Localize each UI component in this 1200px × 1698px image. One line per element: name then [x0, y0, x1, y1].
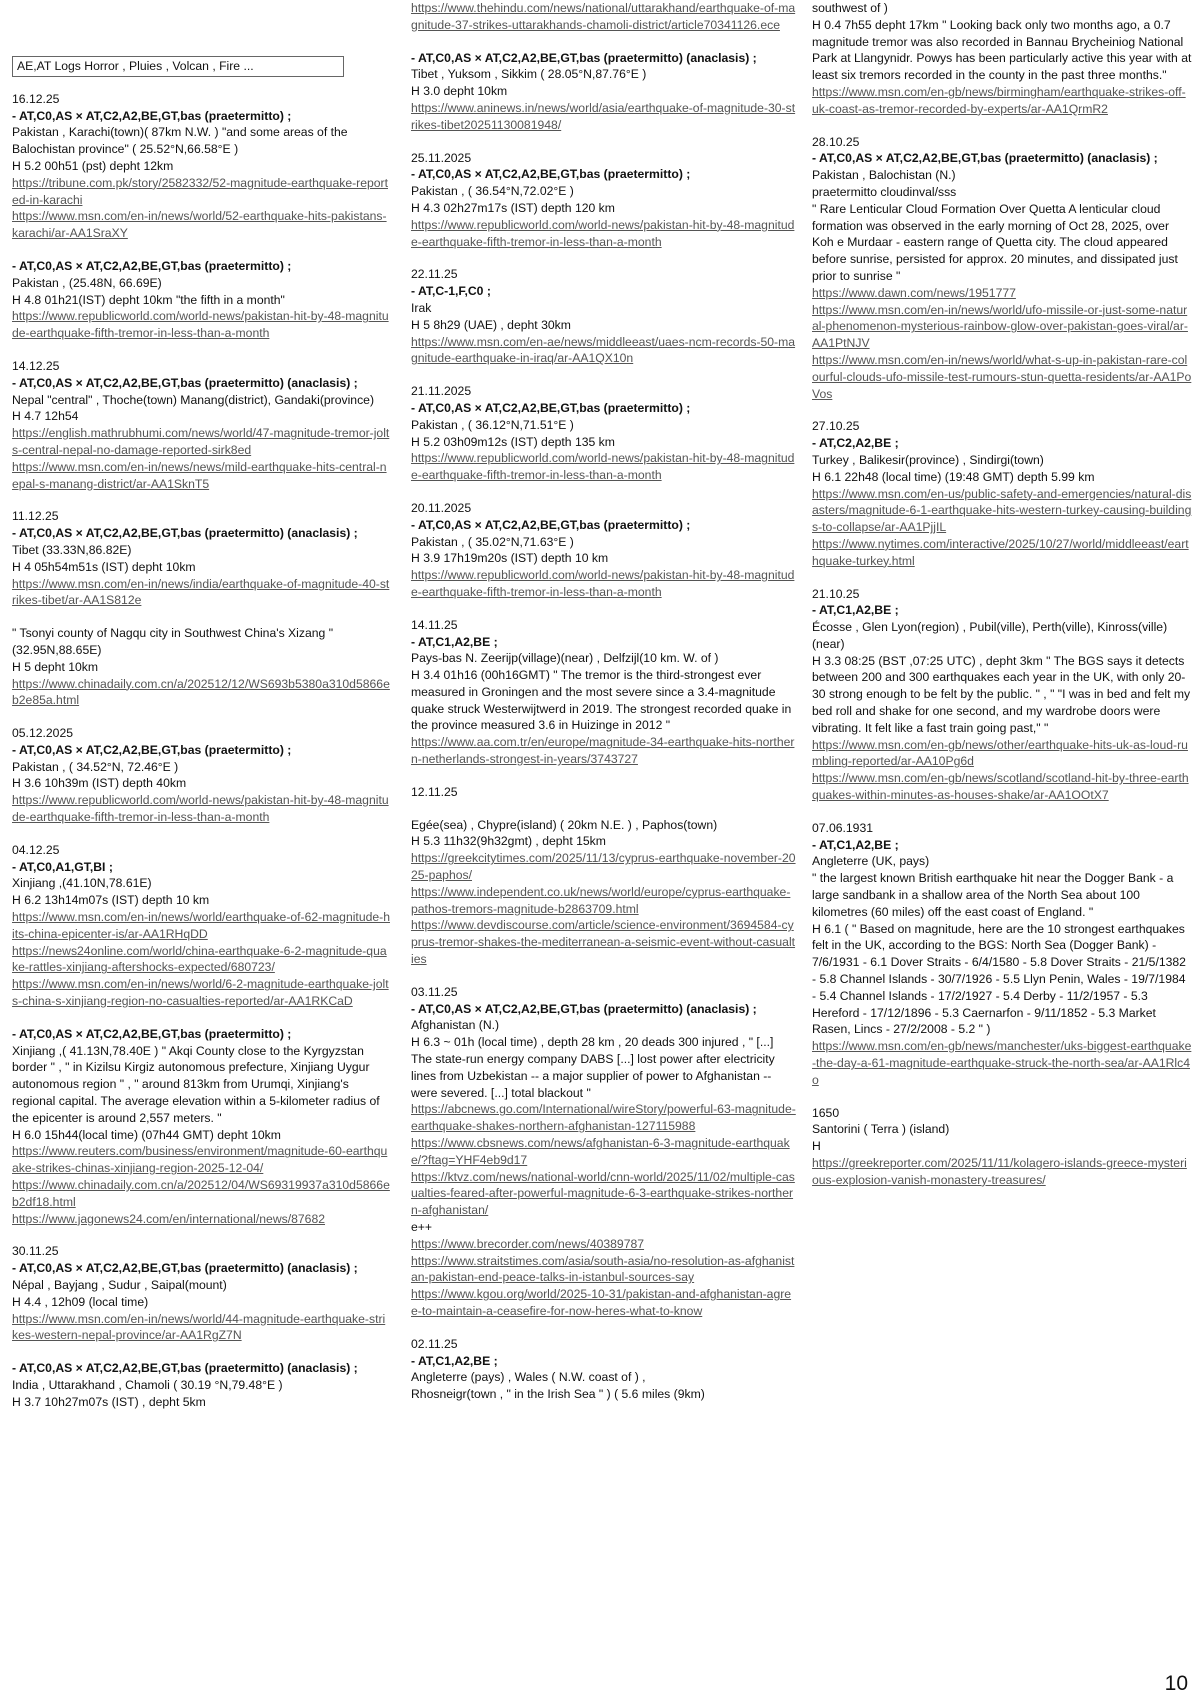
column-2-entries: [411, 0, 797, 1403]
entry-link[interactable]: https://www.msn.com/en-in/news/world/ufo-missile-or-just-some-natural-phenomenon-mysterious-rainbow-glow-over-pakistan-goes-viral/ar-AA1PtNJV: [812, 302, 1188, 351]
entry-link[interactable]: https://abcnews.go.com/International/wireStory/powerful-63-magnitude-earthquake-shakes-northern-afghanistan-127115988: [411, 1102, 796, 1134]
entry-text: H 3.0 depht 10km: [411, 84, 508, 99]
entry-text: " Tsonyi county of Nagqu city in Southwest China's Xizang " (32.95N,88.65E): [12, 626, 334, 657]
log-entry: [12, 258, 390, 342]
entry-date: 25.11.2025: [411, 150, 472, 165]
entry-text: " the largest known British earthquake hit near the Dogger Bank - a large sandbank in a shallow area of the North Sea about 100 kilometres (60 miles) off the east coast of England. ": [812, 871, 1174, 919]
log-entry: [411, 266, 797, 367]
entry-date: 07.06.1931: [812, 820, 873, 835]
entry-link[interactable]: https://www.reuters.com/business/environment/magnitude-60-earthquake-strikes-chinas-xinjiang-region-2025-12-04/: [12, 1144, 388, 1176]
entry-text: e++: [411, 1220, 433, 1234]
entry-date: 03.11.25: [411, 984, 458, 999]
entry-tag: - AT,C0,AS × AT,C2,A2,BE,GT,bas (praetermitto) (anaclasis) ;: [411, 50, 757, 65]
entry-link[interactable]: https://www.nytimes.com/interactive/2025/10/27/world/middleeast/earthquake-turkey.html: [812, 536, 1189, 568]
entry-text: H 0.4 7h55 depht 17km " Looking back only two months ago, a 0.7 magnitude tremor was also recorded in Bannau Brycheiniog National Park at Llangynidr. Powys has been particularly active this year with at least six tremors recorded in the county in the past three months.": [812, 17, 1192, 83]
entry-tag: - AT,C1,A2,BE ;: [411, 634, 498, 649]
entry-link[interactable]: https://www.brecorder.com/news/40389787: [411, 1236, 645, 1251]
entry-link[interactable]: https://www.msn.com/en-in/news/news/mild-earthquake-hits-central-nepal-s-manang-district/ar-AA1SknT5: [12, 459, 387, 491]
entry-link[interactable]: https://www.aninews.in/news/world/asia/earthquake-of-magnitude-30-strikes-tibet20251130081948/: [411, 100, 796, 132]
entry-text: H 6.1 22h48 (local time) (19:48 GMT) depth 5.99 km: [812, 469, 1095, 484]
entry-text: H 5.3 11h32(9h32gmt) , depht 15km: [411, 834, 606, 849]
entry-date: 12.11.25: [411, 784, 458, 799]
entry-text: Pays-bas N. Zeerijp(village)(near) , Delfzijl(10 km. W. of ): [411, 651, 719, 666]
log-entry: [12, 625, 390, 709]
entry-tag: - AT,C0,AS × AT,C2,A2,BE,GT,bas (praetermitto) (anaclasis) ;: [411, 1001, 757, 1016]
entry-text: Rhosneigr(town , " in the Irish Sea " ) ( 5.6 miles (9km): [411, 1387, 705, 1402]
column-3-entries: [812, 0, 1192, 1189]
entry-link[interactable]: https://www.msn.com/en-in/news/world/52-earthquake-hits-pakistans-karachi/ar-AA1SraXY: [12, 209, 387, 241]
entry-tag: - AT,C0,AS × AT,C2,A2,BE,GT,bas (praetermitto) ;: [12, 1026, 292, 1041]
entry-tag: - AT,C0,AS × AT,C2,A2,BE,GT,bas (praetermitto) (anaclasis) ;: [12, 526, 358, 541]
entry-date: 30.11.25: [12, 1244, 59, 1259]
entry-link[interactable]: https://www.msn.com/en-us/public-safety-and-emergencies/natural-disasters/magnitude-6-1-earthquake-hits-western-turkey-causing-buildings-to-collapse/ar-AA1PjjIL: [812, 486, 1192, 535]
entry-link[interactable]: https://www.republicworld.com/world-news/pakistan-hit-by-48-magnitude-earthquake-fifth-tremor-in-less-than-a-month: [12, 309, 389, 341]
entry-date: 14.12.25: [12, 358, 60, 373]
entry-tag: - AT,C0,AS × AT,C2,A2,BE,GT,bas (praetermitto) ;: [411, 167, 691, 182]
entry-link[interactable]: https://www.devdiscourse.com/article/science-environment/3694584-cyprus-tremor-shakes-the-mediterranean-a-seismic-event-without-casualties: [411, 918, 796, 967]
entry-link[interactable]: https://www.msn.com/en-in/news/india/earthquake-of-magnitude-40-strikes-tibet/ar-AA1S812e: [12, 576, 390, 608]
entry-link[interactable]: https://www.straitstimes.com/asia/south-asia/no-resolution-as-afghanistan-pakistan-end-peace-talks-in-istanbul-sources-say: [411, 1253, 795, 1285]
log-entry: [812, 1105, 1192, 1189]
entry-text: southwest of ): [812, 1, 888, 15]
entry-text: Egée(sea) , Chypre(island) ( 20km N.E. ) , Paphos(town): [411, 817, 718, 832]
entry-date: 21.11.2025: [411, 384, 472, 399]
entry-tag: - AT,C0,AS × AT,C2,A2,BE,GT,bas (praetermitto) (anaclasis) ;: [12, 1361, 358, 1376]
entry-date: 27.10.25: [812, 419, 860, 434]
entry-tag: - AT,C0,AS × AT,C2,A2,BE,GT,bas (praetermitto) ;: [12, 258, 292, 273]
entry-link[interactable]: https://www.cbsnews.com/news/afghanistan-6-3-magnitude-earthquake/?ftag=YHF4eb9d17: [411, 1136, 790, 1167]
log-entry: [411, 150, 797, 251]
entry-text: H 3.4 01h16 (00h16GMT) " The tremor is the third-strongest ever measured in Groningen and the most severe since a 3.4-magnitude quake struck Westerwijtwerd in 2019. The strongest recorded quake in the province measured 3.6 in Huizinge in 2012 ": [411, 668, 792, 733]
entry-tag: - AT,C-1,F,C0 ;: [411, 284, 491, 299]
tabs-box[interactable]: AE,AT Logs Horror , Pluies , Volcan , Fire ...: [12, 56, 344, 77]
entry-tag: - AT,C1,A2,BE ;: [411, 1353, 498, 1368]
entry-link[interactable]: https://greekcitytimes.com/2025/11/13/cyprus-earthquake-november-2025-paphos/: [411, 851, 796, 883]
entry-text: Tibet (33.33N,86.82E): [12, 542, 132, 557]
entry-text: H 3.6 10h39m (IST) depth 40km: [12, 776, 187, 791]
entry-text: Pakistan , Karachi(town)( 87km N.W. ) "and some areas of the Balochistan province" ( 25.52°N,66.58°E ): [12, 125, 348, 157]
entry-text: H 5.2 00h51 (pst) depht 12km: [12, 158, 174, 173]
entry-link[interactable]: https://www.msn.com/en-gb/news/manchester/uks-biggest-earthquake-the-day-a-61-magnitude-earthquake-struck-the-north-sea/ar-AA1Rlc4o: [812, 1039, 1192, 1087]
entry-link[interactable]: https://greekreporter.com/2025/11/11/kolagero-islands-greece-mysterious-explosion-vanish-monastery-treasures/: [812, 1156, 1187, 1187]
entry-link[interactable]: https://www.independent.co.uk/news/world/europe/cyprus-earthquake-pathos-tremors-magnitude-b2863709.html: [411, 884, 791, 916]
entry-date: 28.10.25: [812, 134, 860, 149]
entry-date: 1650: [812, 1105, 840, 1120]
entry-link[interactable]: https://english.mathrubhumi.com/news/world/47-magnitude-tremor-jolts-central-nepal-no-damage-reported-sirk8ed: [12, 426, 390, 457]
log-entry: [12, 508, 390, 609]
log-entry: [12, 842, 390, 1010]
log-entry: [411, 617, 797, 768]
entry-text: India , Uttarakhand , Chamoli ( 30.19 °N,79.48°E ): [12, 1377, 283, 1392]
entry-text: praetermitto cloudinval/sss: [812, 184, 957, 199]
entry-text: Afghanistan (N.): [411, 1018, 500, 1033]
entry-link[interactable]: https://www.kgou.org/world/2025-10-31/pakistan-and-afghanistan-agree-to-maintain-a-ceasefire-for-now-heres-what-to-know: [411, 1287, 792, 1318]
log-entry: [12, 358, 390, 492]
entry-text: H 4 05h54m51s (IST) depht 10km: [12, 559, 196, 574]
entry-text: Népal , Bayjang , Sudur , Saipal(mount): [12, 1278, 227, 1292]
log-entry: [411, 984, 797, 1320]
entry-link[interactable]: https://www.dawn.com/news/1951777: [812, 285, 1016, 300]
entry-link[interactable]: https://www.msn.com/en-in/news/world/earthquake-of-62-magnitude-hits-china-epicenter-is/ar-AA1RHqDD: [12, 910, 390, 941]
entry-text: H 3.9 17h19m20s (IST) depth 10 km: [411, 551, 609, 566]
log-entry: [812, 820, 1192, 1089]
entry-text: Pakistan , (25.48N, 66.69E): [12, 275, 162, 290]
entry-tag: - AT,C0,AS × AT,C2,A2,BE,GT,bas (praetermitto) (anaclasis) ;: [812, 151, 1158, 166]
entry-text: H 5.2 03h09m12s (IST) depth 135 km: [411, 434, 615, 449]
entry-text: H 6.2 13h14m07s (IST) depth 10 km: [12, 893, 210, 908]
entry-text: Tibet , Yuksom , Sikkim ( 28.05°N,87.76°E ): [411, 67, 647, 82]
entry-tag: - AT,C2,A2,BE ;: [812, 436, 899, 451]
entry-link[interactable]: https://www.republicworld.com/world-news/pakistan-hit-by-48-magnitude-earthquake-fifth-tremor-in-less-than-a-month: [411, 451, 795, 483]
entry-date: 11.12.25: [12, 509, 59, 524]
entry-link[interactable]: https://ktvz.com/news/national-world/cnn-world/2025/11/02/multiple-casualties-feared-after-powerful-magnitude-6-3-earthquake-strikes-northern-afghanistan/: [411, 1169, 795, 1218]
entry-text: Pakistan , ( 36.54°N,72.02°E ): [411, 184, 574, 199]
column-2: [411, 0, 797, 1698]
entry-text: H 4.8 01h21(IST) depht 10km "the fifth in a month": [12, 292, 285, 307]
entry-tag: - AT,C0,AS × AT,C2,A2,BE,GT,bas (praetermitto) ;: [12, 108, 292, 123]
entry-text: Écosse , Glen Lyon(region) , Pubil(ville), Perth(ville), Kinross(ville) (near): [812, 620, 1168, 651]
entry-text: Irak: [411, 300, 432, 315]
log-entry: [12, 1243, 390, 1344]
entry-text: Pakistan , Balochistan (N.): [812, 168, 956, 183]
page-number: 10: [1164, 1672, 1188, 1695]
entry-link[interactable]: https://www.chinadaily.com.cn/a/202512/04/WS69319937a310d5866eb2df18.html: [12, 1178, 390, 1209]
log-entry: [12, 1026, 390, 1228]
entry-text: " Rare Lenticular Cloud Formation Over Quetta A lenticular cloud formation was observed in the early morning of Oct 28, 2025, over Koh e Murdaar - eastern range of Quetta city. The cloud appeared before sunrise, persisted for approx. 20 minutes, and dissipated just prior to sunrise ": [812, 201, 1178, 283]
entry-tag: - AT,C1,A2,BE ;: [812, 837, 899, 852]
entry-link[interactable]: https://www.republicworld.com/world-news/pakistan-hit-by-48-magnitude-earthquake-fifth-tremor-in-less-than-a-month: [411, 217, 795, 249]
entry-date: 16.12.25: [12, 91, 60, 106]
entry-text: H 6.3 ~ 01h (local time) , depth 28 km , 20 deads 300 injured , " [...] The state-run energy company DABS [...] lost power after electricity lines from Uzbekistan -- a major supplier of power to Afghanistan --were severed. [...] total blackout ": [411, 1035, 775, 1100]
entry-text: Angleterre (pays) , Wales ( N.W. coast of ) ,: [411, 1370, 646, 1385]
log-entry: [812, 586, 1192, 804]
log-entry: [411, 0, 797, 34]
entry-link[interactable]: https://www.republicworld.com/world-news/pakistan-hit-by-48-magnitude-earthquake-fifth-tremor-in-less-than-a-month: [12, 793, 389, 825]
entry-text: Pakistan , ( 35.02°N,71.63°E ): [411, 534, 574, 549]
entry-text: H 3.3 08:25 (BST ,07:25 UTC) , depht 3km " The BGS says it detects between 200 and 300 earthquakes each year in the UK, with only 20-30 strong enough to be felt by the public. " , " "I was in bed and felt my bed roll and shake for one second, and my wardrobe doors were vibrating. It felt like a fast train going past," ": [812, 653, 1191, 735]
entry-text: Pakistan , ( 36.12°N,71.51°E ): [411, 417, 574, 432]
entry-tag: - AT,C1,A2,BE ;: [812, 603, 899, 618]
entry-date: 14.11.25: [411, 617, 458, 632]
entry-link[interactable]: https://www.jagonews24.com/en/international/news/87682: [12, 1211, 326, 1226]
entry-date: 21.10.25: [812, 586, 860, 601]
log-entry: [12, 91, 390, 242]
entry-tag: - AT,C0,AS × AT,C2,A2,BE,GT,bas (praetermitto) ;: [411, 400, 691, 415]
entry-link[interactable]: https://www.msn.com/en-in/news/world/6-2-magnitude-earthquake-jolts-china-s-xinjiang-region-no-casualties-reported/ar-AA1RKCaD: [12, 977, 389, 1009]
entry-tag: - AT,C0,AS × AT,C2,A2,BE,GT,bas (praetermitto) (anaclasis) ;: [12, 1261, 358, 1276]
entry-date: 04.12.25: [12, 842, 60, 857]
log-entry: [812, 134, 1192, 403]
entry-text: Angleterre (UK, pays): [812, 854, 930, 869]
entry-date: 20.11.2025: [411, 500, 472, 515]
entry-link[interactable]: https://www.msn.com/en-in/news/world/44-magnitude-earthquake-strikes-western-nepal-province/ar-AA1RgZ7N: [12, 1311, 386, 1343]
log-entry: [411, 1336, 797, 1403]
entry-tag: - AT,C0,AS × AT,C2,A2,BE,GT,bas (praetermitto) ;: [12, 742, 292, 757]
entry-text: Xinjiang ,( 41.13N,78.40E ) " Akqi County close to the Kyrgyzstan border " , " in Kizilsu Kirgiz autonomous prefecture, Xinjiang Uygur autonomous region " , " around 813km from Urumqi, Xinjiang's regional capital. The average elevation within a 5-kilometer radius of the epicenter is around 2,557 meters. ": [12, 1043, 380, 1125]
entry-text: H 6.0 15h44(local time) (07h44 GMT) depht 10km: [12, 1127, 281, 1142]
entry-text: Santorini ( Terra ) (island): [812, 1122, 950, 1137]
entry-link[interactable]: https://www.msn.com/en-gb/news/other/earthquake-hits-uk-as-loud-rumbling-reported/ar-AA10Pg6d: [812, 737, 1188, 769]
log-entry: [411, 383, 797, 484]
entry-text: H 6.1 ( " Based on magnitude, here are the 10 strongest earthquakes felt in the UK, according to the BGS: North Sea (Dogger Bank) - 7/6/1931 - 6.1 Dover Straits - 6/4/1580 - 5.8 Dover Straits - 21/5/1382 - 5.8 Channel Islands - 30/7/1926 - 5.5 Llyn Penin, Wales - 19/7/1984 - 5.4 Channel Islands - 17/2/1927 - 5.4 Derby - 11/2/1957 - 5.3 Hereford - 17/12/1896 - 5.3 Caernarfon - 9/11/1852 - 5.3 Market Rasen, Lincs - 27/2/2008 - 5.2 " ): [812, 921, 1186, 1037]
entry-link[interactable]: https://www.msn.com/en-gb/news/birmingham/earthquake-strikes-off-uk-coast-as-tremor-recorded-by-experts/ar-AA1QrmR2: [812, 84, 1186, 116]
entry-text: H 4.3 02h27m17s (IST) depth 120 km: [411, 200, 615, 215]
entry-tag: - AT,C0,AS × AT,C2,A2,BE,GT,bas (praetermitto) (anaclasis) ;: [12, 375, 358, 390]
column-1: [12, 0, 390, 1690]
entry-tag: - AT,C0,AS × AT,C2,A2,BE,GT,bas (praetermitto) ;: [411, 517, 691, 532]
entry-date: 22.11.25: [411, 267, 458, 282]
entry-tag: - AT,C0,A1,GT,BI ;: [12, 859, 113, 874]
log-entry: [411, 817, 797, 968]
entry-link[interactable]: https://www.msn.com/en-ae/news/middleeast/uaes-ncm-records-50-magnitude-earthquake-in-iraq/ar-AA1QX10n: [411, 334, 796, 366]
entry-text: H 5 depht 10km: [12, 659, 99, 674]
log-entry: [12, 725, 390, 826]
log-entry: [812, 0, 1192, 118]
entry-link[interactable]: https://www.aa.com.tr/en/europe/magnitude-34-earthquake-hits-northern-netherlands-strongest-in-years/3743727: [411, 735, 795, 767]
log-entry: [12, 1360, 390, 1410]
entry-link[interactable]: https://www.chinadaily.com.cn/a/202512/12/WS693b5380a310d5866eb2e85a.html: [12, 676, 390, 708]
entry-text: H 4.4 , 12h09 (local time): [12, 1294, 149, 1309]
entry-link[interactable]: https://www.thehindu.com/news/national/uttarakhand/earthquake-of-magnitude-37-strikes-uttarakhands-chamoli-district/article70341126.ece: [411, 1, 796, 32]
entry-text: H 5 8h29 (UAE) , depht 30km: [411, 317, 571, 332]
log-entry: [411, 500, 797, 601]
entry-link[interactable]: https://www.msn.com/en-in/news/world/what-s-up-in-pakistan-rare-colourful-clouds-ufo-missile-test-rumours-stun-quetta-residents/ar-AA1PoVos: [812, 352, 1192, 401]
log-entry: [411, 50, 797, 134]
log-entry: [812, 418, 1192, 569]
entry-text: Nepal "central" , Thoche(town) Manang(district), Gandaki(province): [12, 392, 375, 407]
column-1-entries: [12, 91, 390, 1411]
column-3: [812, 0, 1192, 1690]
entry-link[interactable]: https://tribune.com.pk/story/2582332/52-magnitude-earthquake-reported-in-karachi: [12, 175, 388, 207]
entry-text: Xinjiang ,(41.10N,78.61E): [12, 876, 152, 891]
entry-text: Turkey , Balikesir(province) , Sindirgi(town): [812, 452, 1044, 467]
entry-text: H: [812, 1139, 821, 1154]
entry-link[interactable]: https://www.republicworld.com/world-news/pakistan-hit-by-48-magnitude-earthquake-fifth-tremor-in-less-than-a-month: [411, 568, 795, 599]
log-entry: [411, 784, 797, 801]
entry-text: H 4.7 12h54: [12, 409, 79, 424]
entry-text: H 3.7 10h27m07s (IST) , depht 5km: [12, 1394, 206, 1409]
entry-link[interactable]: https://www.msn.com/en-gb/news/scotland/scotland-hit-by-three-earthquakes-within-minutes-as-houses-shake/ar-AA1OOtX7: [812, 771, 1189, 803]
entry-text: Pakistan , ( 34.52°N, 72.46°E ): [12, 759, 179, 774]
entry-date: 05.12.2025: [12, 726, 73, 741]
entry-date: 02.11.25: [411, 1336, 458, 1351]
entry-link[interactable]: https://news24online.com/world/china-earthquake-6-2-magnitude-quake-rattles-xinjiang-aftershocks-expected/680723/: [12, 943, 387, 975]
